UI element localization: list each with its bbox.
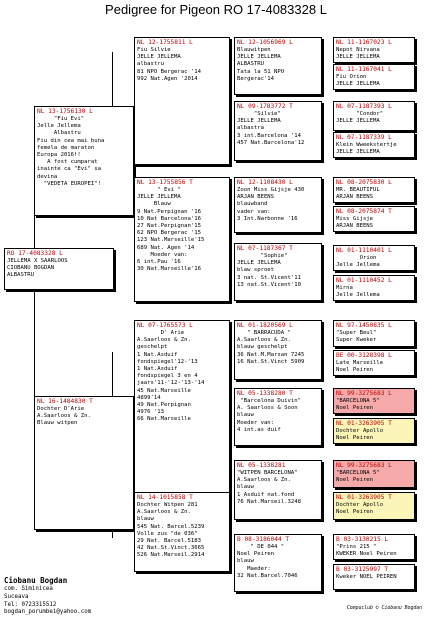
pigeon-info: Fiu Orion JELLE JELLEMA [336, 74, 380, 88]
pigeon-info: " DE 044 " Noel Peiren blauw Maeder: 32 Nat.Barcel.7046 [237, 544, 298, 579]
pigeon-info: "BARCELONA 5" Noel Peiren [336, 398, 380, 412]
pigeon-info: Miss Gijsje ARJAN BEENS [336, 216, 374, 230]
ancestor-card [333, 132, 415, 158]
ring-number: NL 99-3275683 L [336, 390, 392, 397]
dam-sire-card [134, 320, 230, 496]
pigeon-info: "BARCELONA 5" Noel Peiren [336, 470, 380, 484]
great-grandparent-card [234, 320, 322, 380]
pigeon-info: Dochter Apollo Noel Peiren [336, 502, 384, 516]
pigeon-info: "WITPEN BARCELONA" A.Saarloos & Zn. blauw 1 Asduif nat.fond 76 Nat.Marseil.3248 [237, 470, 301, 505]
sire-sire-card [134, 37, 230, 165]
subject-pigeon-card [4, 248, 114, 290]
ring-number: NL 97-1450835 L [336, 322, 392, 329]
pigeon-info: "Barcelona Duivin" A. Saarloos & Soon blauw Moeder van: 4 int.as duif [237, 398, 301, 433]
ancestor-card [333, 564, 415, 590]
ring-number: NL 07-1187367 T [237, 245, 293, 252]
pigeon-info: Dochter Witpen 281 A.Saarloos & Zn. blauw 545 Nat. Barcel.5239 Volle zus "de 036" 29 Nat. Barcel.5183 42 Nat.St.Vinct.3665 526 Nat.Marseil.2914 [137, 502, 205, 559]
ring-number: NL 12-1108430 L [237, 179, 293, 186]
ring-number: NL 09-1783772 T [237, 103, 293, 110]
ring-number: NL 08-2075830 L [336, 179, 392, 186]
pigeon-info: JELLEMA X SAARLOOS CIOBANU BOGDAN ALBASTRU [7, 258, 68, 279]
great-grandparent-card [234, 37, 322, 95]
ancestor-card [333, 64, 415, 90]
pigeon-info: Kweker NOEL PEIREN [336, 574, 397, 580]
owner-info [4, 576, 134, 617]
ring-number: B 03-3125997 T [336, 566, 389, 573]
owner-name: Ciobanu Bogdan [4, 576, 68, 585]
pigeon-info: Fiu Silvie JELLE JELLEMA albastru 81 NPO Bergerac '14 992 Nat.Agen '2014 [137, 47, 201, 82]
great-grandparent-card [234, 101, 322, 161]
sire-card [34, 106, 134, 216]
ancestor-card [333, 245, 415, 271]
owner-email: bogdan_porumbei@yahoo.com [4, 609, 92, 616]
owner-phone: Tel: 0723315512 [4, 601, 57, 608]
ancestor-card [333, 177, 415, 203]
ring-number: NL 01-1820569 L [237, 322, 293, 329]
pigeon-info: "Fiu Evi" Jelle Jellema Albastru Fiu din cea mai buna femela de maraton Europa 2016!! A fost cumparat inainte ca "Evi" sa devina "VEDETA EUROPEI"! [37, 116, 105, 187]
ring-number: NL 01-3263905 T [336, 494, 392, 501]
ring-number: NL 16-1484830 T [37, 398, 93, 405]
dam-dam-card [134, 492, 230, 572]
ring-number: B 03-3130215 L [336, 536, 389, 543]
great-grandparent-card [234, 243, 322, 301]
pigeon-info: MR. BEAUTIFUL ARJAN BEENS [336, 187, 380, 201]
ancestor-card-highlighted [333, 418, 415, 444]
ring-number: NL 07-1187339 L [336, 134, 392, 141]
dam-card [34, 396, 134, 530]
pigeon-info: "Condor" JELLE JELLEMA [336, 111, 384, 125]
ring-number: BE 00-3128398 L [336, 352, 392, 359]
ring-number: NL 05-1338281 [237, 462, 286, 469]
ancestor-card [333, 37, 415, 63]
owner-address-line: com. Siminicea [4, 586, 53, 592]
ring-number: NL 01-1110452 L [336, 277, 392, 284]
ancestor-card [333, 206, 415, 232]
ring-number: NL 12-1056969 L [237, 39, 293, 46]
pigeon-info: " Evi " JELLE JELLEMA Blauw 9 Nat.Perpignan '16 10 Nat Barcelona'16 27 Nat.Perpignan'15 62 NPO Bergerac '15 123 Nat.Marseille'15 689 Nat. Agen '14 Moeder van: 6 int.Pau '16 30 Nat.Marseille'16 [137, 187, 205, 273]
ring-number: NL 13-1756130 L [37, 108, 93, 115]
pigeon-info: "Silvie" JELLE JELLEMA albastra 3 int.Barcelona '14 457 Nat.Barcelona'12 [237, 111, 305, 146]
great-grandparent-card [234, 460, 322, 520]
footer-credit: Compuclub © Ciobanu Bogdan [346, 606, 422, 611]
great-grandparent-card [234, 388, 322, 446]
ring-number: NL 05-1338280 T [237, 390, 293, 397]
sire-dam-card [134, 177, 230, 302]
ancestor-card-highlighted [333, 388, 415, 414]
ring-number: RO 17-4083328 L [7, 250, 63, 257]
pigeon-info: Klein Wweekstertje JELLE JELLEMA [336, 142, 397, 156]
ancestor-card [333, 320, 415, 347]
pigeon-info: Nepot Nirvana JELLE JELLEMA [336, 47, 380, 61]
great-grandparent-card [234, 534, 322, 592]
ancestor-card [333, 350, 415, 376]
ring-number: NL 11-1167023 L [336, 39, 392, 46]
pigeon-info: Blauwitpen JELLE JELLEMA ALBASTRU Tata la 51 NPO Bergerac'14 [237, 47, 285, 82]
connector-line [34, 290, 35, 396]
ancestor-card [333, 275, 415, 301]
pigeon-info: Zoon Miss Gijsje 430 ARJAN BEENS blauwband vader van: 3 Int.Narbonne '16 [237, 187, 305, 222]
pigeon-info: Late Marseille Noel Peiren [336, 360, 384, 374]
ancestor-card [333, 101, 415, 131]
pigeon-info: Dochter Apollo Noel Peiren [336, 428, 384, 442]
pigeon-info: "Super Beul" Super Kweker [336, 330, 377, 344]
great-grandparent-card [234, 177, 322, 233]
ring-number: NL 11-1167041 L [336, 66, 392, 73]
pigeon-info: Dochter D'Arie A.Saarloos & Zn. Blauw witpen [37, 406, 91, 427]
ring-number: NL 07-1765573 L [137, 322, 193, 329]
ring-number: NL 08-2075874 T [336, 208, 392, 215]
pigeon-info: D' Arie A.Saarloos & Zn. geschelpt 1 Nat.Asduif fondspiegel'12-'13 1 Nat.Asduif fondspiegel 3 en 4 jaars'11-'12-'13-'14 45 Nat.Marseille 4899'14 49 Nat.Perpignan 4976 '13 66 Nat.Marseille [137, 330, 205, 423]
ancestor-card [333, 534, 415, 560]
page-title: Pedigree for Pigeon RO 17-4083328 L [105, 2, 327, 17]
ring-number: NL 01-3263905 T [336, 420, 392, 427]
pigeon-info: Mirna Jelle Jellema [336, 285, 380, 299]
pigeon-info: " BARRACUDA " A.Saarloos & Zn. blauw geschelpt 36 Nat.M.Marsan 7245 16 Nat.St.Vinct 5909 [237, 330, 305, 365]
pigeon-info: "Prins 215 " KWEKER Noel Peiren [336, 544, 397, 558]
ring-number: NL 99-3275683 L [336, 462, 392, 469]
ring-number: B 08-3186044 T [237, 536, 290, 543]
ring-number: NL 07-1187393 L [336, 103, 392, 110]
ring-number: NL 12-1755811 L [137, 39, 193, 46]
ancestor-card-highlighted [333, 460, 415, 488]
pigeon-info: Orion Jelle Jellema [336, 255, 380, 269]
pigeon-info: "Sophie" JELLE JELLEMA blaw sproet 3 nat. St.Vicent'11 13 nat.St.Vicent'10 [237, 253, 301, 288]
ring-number: NL 01-1110401 L [336, 247, 392, 254]
ring-number: NL 13-1755856 T [137, 179, 193, 186]
owner-address-line: Suceava [4, 593, 29, 600]
ring-number: NL 14-1015858 T [137, 494, 193, 501]
ancestor-card-highlighted [333, 492, 415, 520]
